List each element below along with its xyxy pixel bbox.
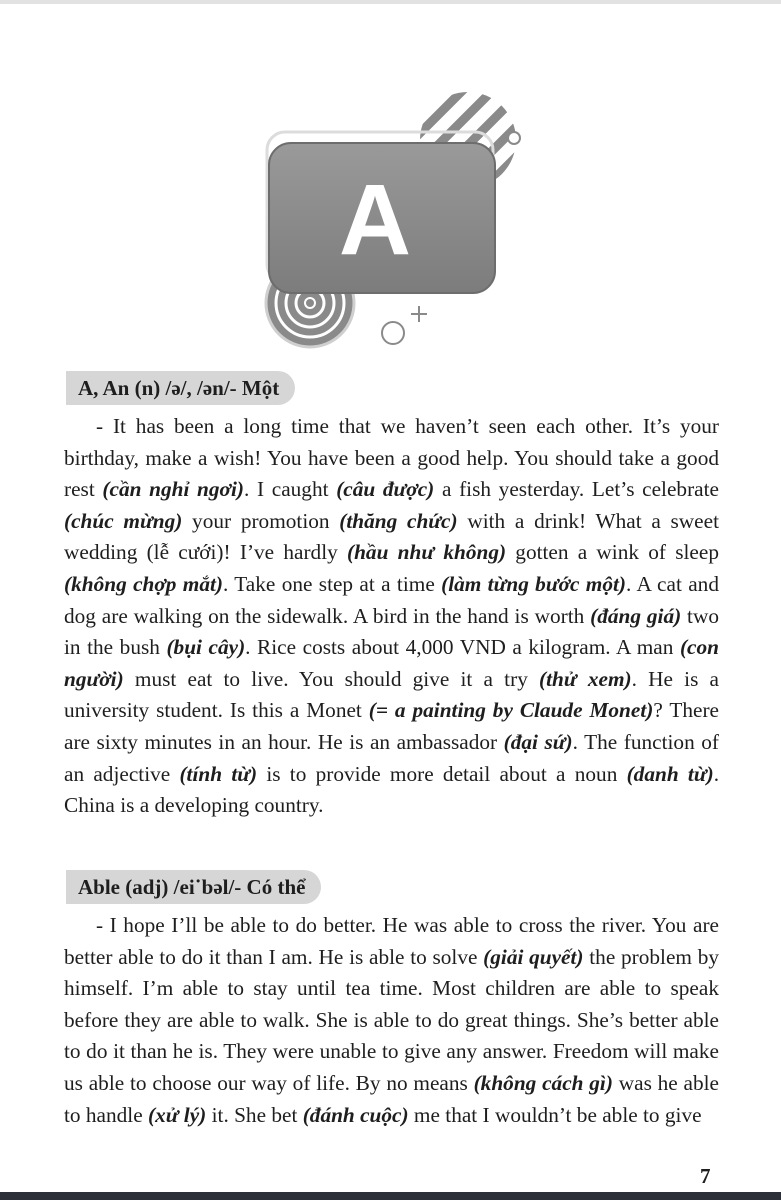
- vietnamese-gloss: (không chợp mắt): [64, 571, 223, 596]
- bottom-edge: [0, 1192, 781, 1200]
- vietnamese-gloss: (giải quyết): [483, 944, 584, 969]
- example-text: . The function of an adjective: [64, 729, 719, 786]
- example-text: it. She bet: [206, 1102, 303, 1127]
- page-number: 7: [700, 1164, 711, 1188]
- vietnamese-gloss: (danh từ): [626, 761, 714, 786]
- example-text: must eat to live. You should give it a try: [123, 666, 540, 691]
- example-text: gotten a wink of sleep: [506, 540, 719, 565]
- example-text: . Rice costs about 4,000 VND a kilogram. A man: [245, 635, 680, 660]
- vietnamese-gloss: (tính từ): [179, 761, 258, 786]
- example-text: ? There are sixty minutes in an hour. He is an ambassador: [64, 698, 719, 754]
- example-text: - It has been a long time that we haven’t seen each other. It’s your birthday, make a wish! You have been a good help. You should take a good rest: [64, 414, 719, 502]
- example-text: was he able to handle: [64, 1070, 719, 1127]
- vietnamese-gloss: (= a painting by Claude Monet): [368, 698, 654, 723]
- logo-letter: A: [338, 164, 412, 276]
- entry-headword-a-an: A, An (n) /ə/, /ən/- Một: [66, 371, 295, 405]
- vietnamese-gloss: (thăng chức): [339, 508, 458, 533]
- example-text: with a drink! What a sweet wedding (lễ cưới)! I’ve hardly: [64, 508, 720, 565]
- vietnamese-gloss: (không cách gì): [473, 1070, 613, 1095]
- example-text: . A cat and dog are walking on the sidewalk. A bird in the hand is worth: [64, 571, 719, 628]
- vietnamese-gloss: (bụi cây): [166, 635, 246, 660]
- vietnamese-gloss: (thử xem): [539, 666, 632, 691]
- example-text: a fish yesterday. Let’s celebrate: [434, 477, 719, 502]
- example-text: . Take one step at a time: [223, 571, 442, 596]
- vietnamese-gloss: (hầu như không): [347, 540, 507, 565]
- letter-a-emblem: [255, 88, 535, 353]
- vietnamese-gloss: (đại sứ): [503, 729, 573, 754]
- vietnamese-gloss: (cần nghỉ ngơi): [102, 477, 244, 502]
- vietnamese-gloss: (con người): [64, 635, 719, 691]
- vietnamese-gloss: (xử lý): [147, 1102, 207, 1127]
- example-text: your promotion: [182, 508, 340, 533]
- entry-headword-able: Able (adj) /ei˙bəl/- Có thể: [66, 870, 321, 904]
- vietnamese-gloss: (làm từng bước một): [441, 571, 627, 596]
- top-edge: [0, 0, 781, 4]
- vietnamese-gloss: (câu được): [336, 477, 435, 502]
- vietnamese-gloss: (đáng giá): [590, 603, 682, 628]
- example-text: . I caught: [243, 477, 337, 502]
- entry-body-a-an: [64, 411, 719, 822]
- entry-body-able: [64, 910, 719, 1131]
- example-text: is to provide more detail about a noun: [257, 761, 627, 786]
- small-circle-decoration: [382, 322, 404, 344]
- vietnamese-gloss: (đánh cuộc): [302, 1102, 409, 1127]
- vietnamese-gloss: (chúc mừng): [64, 508, 183, 533]
- plus-icon: [411, 306, 427, 322]
- example-text: - I hope I’ll be able to do better. He was able to cross the river. You are better able to do it than I am. He is able to solve: [64, 913, 719, 969]
- example-text: two in the bush: [64, 603, 719, 660]
- example-text: . China is a developing country.: [64, 761, 720, 818]
- example-text: . He is a university student. Is this a Monet: [64, 666, 719, 723]
- example-text: the problem by himself. I’m able to stay until tea time. Most children are able to speak before they are able to walk. She is able to do great things. She’s better able to do it than he is. They were unable to give any answer. Freedom will make us able to choose our way of life. By no means: [64, 944, 719, 1095]
- example-text: me that I wouldn’t be able to give: [408, 1102, 702, 1127]
